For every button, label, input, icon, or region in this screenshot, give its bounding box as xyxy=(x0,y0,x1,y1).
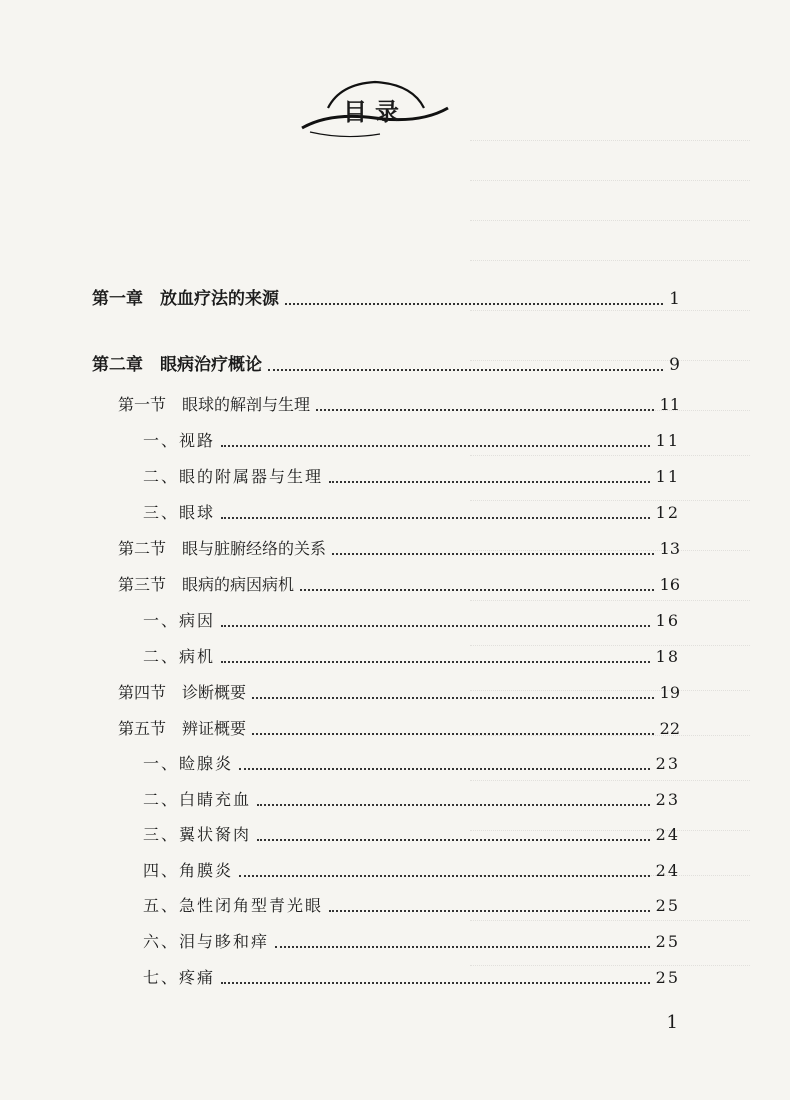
toc-entry-label: 二、白睛充血 xyxy=(143,790,252,809)
dot-leader xyxy=(329,481,650,483)
toc-entry-section[interactable] xyxy=(118,570,680,596)
toc-entry-label: 六、泪与眵和痒 xyxy=(143,932,270,951)
dot-leader xyxy=(285,303,663,305)
toc-entry-item[interactable] xyxy=(143,927,680,953)
toc-entry-label: 一、视路 xyxy=(143,431,216,450)
toc-entry-item[interactable] xyxy=(143,642,680,668)
toc-entry-label: 二、病机 xyxy=(143,647,216,666)
toc-entry-label: 第四节 诊断概要 xyxy=(118,683,247,702)
toc-entry-label: 三、眼球 xyxy=(143,503,216,522)
toc-entry-section[interactable] xyxy=(118,390,680,416)
dot-leader xyxy=(257,804,650,806)
toc-entry-label: 二、眼的附属器与生理 xyxy=(143,467,324,486)
toc-entry-item[interactable] xyxy=(143,606,680,632)
toc-entry-page: 25 xyxy=(655,968,680,987)
toc-entry-item[interactable] xyxy=(143,820,680,846)
dot-leader xyxy=(332,553,654,555)
toc-entry-label: 第一节 眼球的解剖与生理 xyxy=(118,395,311,414)
toc-entry-label: 四、角膜炎 xyxy=(143,861,234,880)
toc-entry-page: 16 xyxy=(655,611,680,630)
dot-leader xyxy=(257,839,650,841)
dot-leader xyxy=(268,369,663,371)
toc-entry-label: 五、急性闭角型青光眼 xyxy=(143,896,324,915)
toc-entry-label: 一、睑腺炎 xyxy=(143,754,234,773)
toc-entry-page: 11 xyxy=(659,395,680,414)
dot-leader xyxy=(300,589,654,591)
toc-entry-section[interactable] xyxy=(118,714,680,740)
toc-entry-page: 25 xyxy=(655,932,680,951)
toc-entry-page: 19 xyxy=(659,683,680,702)
toc-entry-page: 11 xyxy=(655,467,680,486)
dot-leader xyxy=(221,625,650,627)
toc-entry-label: 第二章 眼病治疗概论 xyxy=(92,355,262,375)
toc-entry-item[interactable] xyxy=(143,462,680,488)
toc-entry-item[interactable] xyxy=(143,749,680,775)
toc-entry-page: 23 xyxy=(655,754,680,773)
toc-entry-page: 24 xyxy=(655,861,680,880)
toc-entry-page: 18 xyxy=(655,647,680,666)
toc-entry-item[interactable] xyxy=(143,785,680,811)
dot-leader xyxy=(239,875,650,877)
toc-entry-page: 25 xyxy=(655,896,680,915)
toc-entry-item[interactable] xyxy=(143,891,680,917)
toc-entry-chapter[interactable] xyxy=(92,284,680,310)
toc-entry-label: 七、疼痛 xyxy=(143,968,216,987)
toc-entry-item[interactable] xyxy=(143,498,680,524)
dot-leader xyxy=(221,517,650,519)
page-title: 目录 xyxy=(343,98,407,126)
toc-entry-label: 第一章 放血疗法的来源 xyxy=(92,289,279,309)
toc-entry-page: 16 xyxy=(659,575,680,594)
toc-entry-label: 第五节 辨证概要 xyxy=(118,719,247,738)
dot-leader xyxy=(239,768,650,770)
toc-entry-page: 23 xyxy=(655,790,680,809)
toc-entry-item[interactable] xyxy=(143,856,680,882)
dot-leader xyxy=(221,982,650,984)
toc-entry-page: 12 xyxy=(655,503,680,522)
dot-leader xyxy=(275,946,650,948)
dot-leader xyxy=(221,661,650,663)
dot-leader xyxy=(329,910,650,912)
toc-entry-item[interactable] xyxy=(143,426,680,452)
toc-entry-label: 第二节 眼与脏腑经络的关系 xyxy=(118,539,327,558)
toc-entry-page: 13 xyxy=(659,539,680,558)
dot-leader xyxy=(252,697,654,699)
toc-entry-page: 24 xyxy=(655,825,680,844)
toc-entry-item[interactable] xyxy=(143,963,680,989)
toc-entry-page: 22 xyxy=(659,719,680,738)
toc-entry-chapter[interactable] xyxy=(92,350,680,376)
toc-entry-section[interactable] xyxy=(118,534,680,560)
dot-leader xyxy=(316,409,654,411)
toc-entry-page: 11 xyxy=(655,431,680,450)
toc-entry-label: 第三节 眼病的病因病机 xyxy=(118,575,295,594)
page-number: 1 xyxy=(666,1012,678,1033)
dot-leader xyxy=(252,733,654,735)
toc-entry-section[interactable] xyxy=(118,678,680,704)
toc-entry-page: 1 xyxy=(669,289,680,309)
toc-entry-page: 9 xyxy=(669,355,680,375)
dot-leader xyxy=(221,445,650,447)
toc-entry-label: 一、病因 xyxy=(143,611,216,630)
toc-entry-label: 三、翼状胬肉 xyxy=(143,825,252,844)
